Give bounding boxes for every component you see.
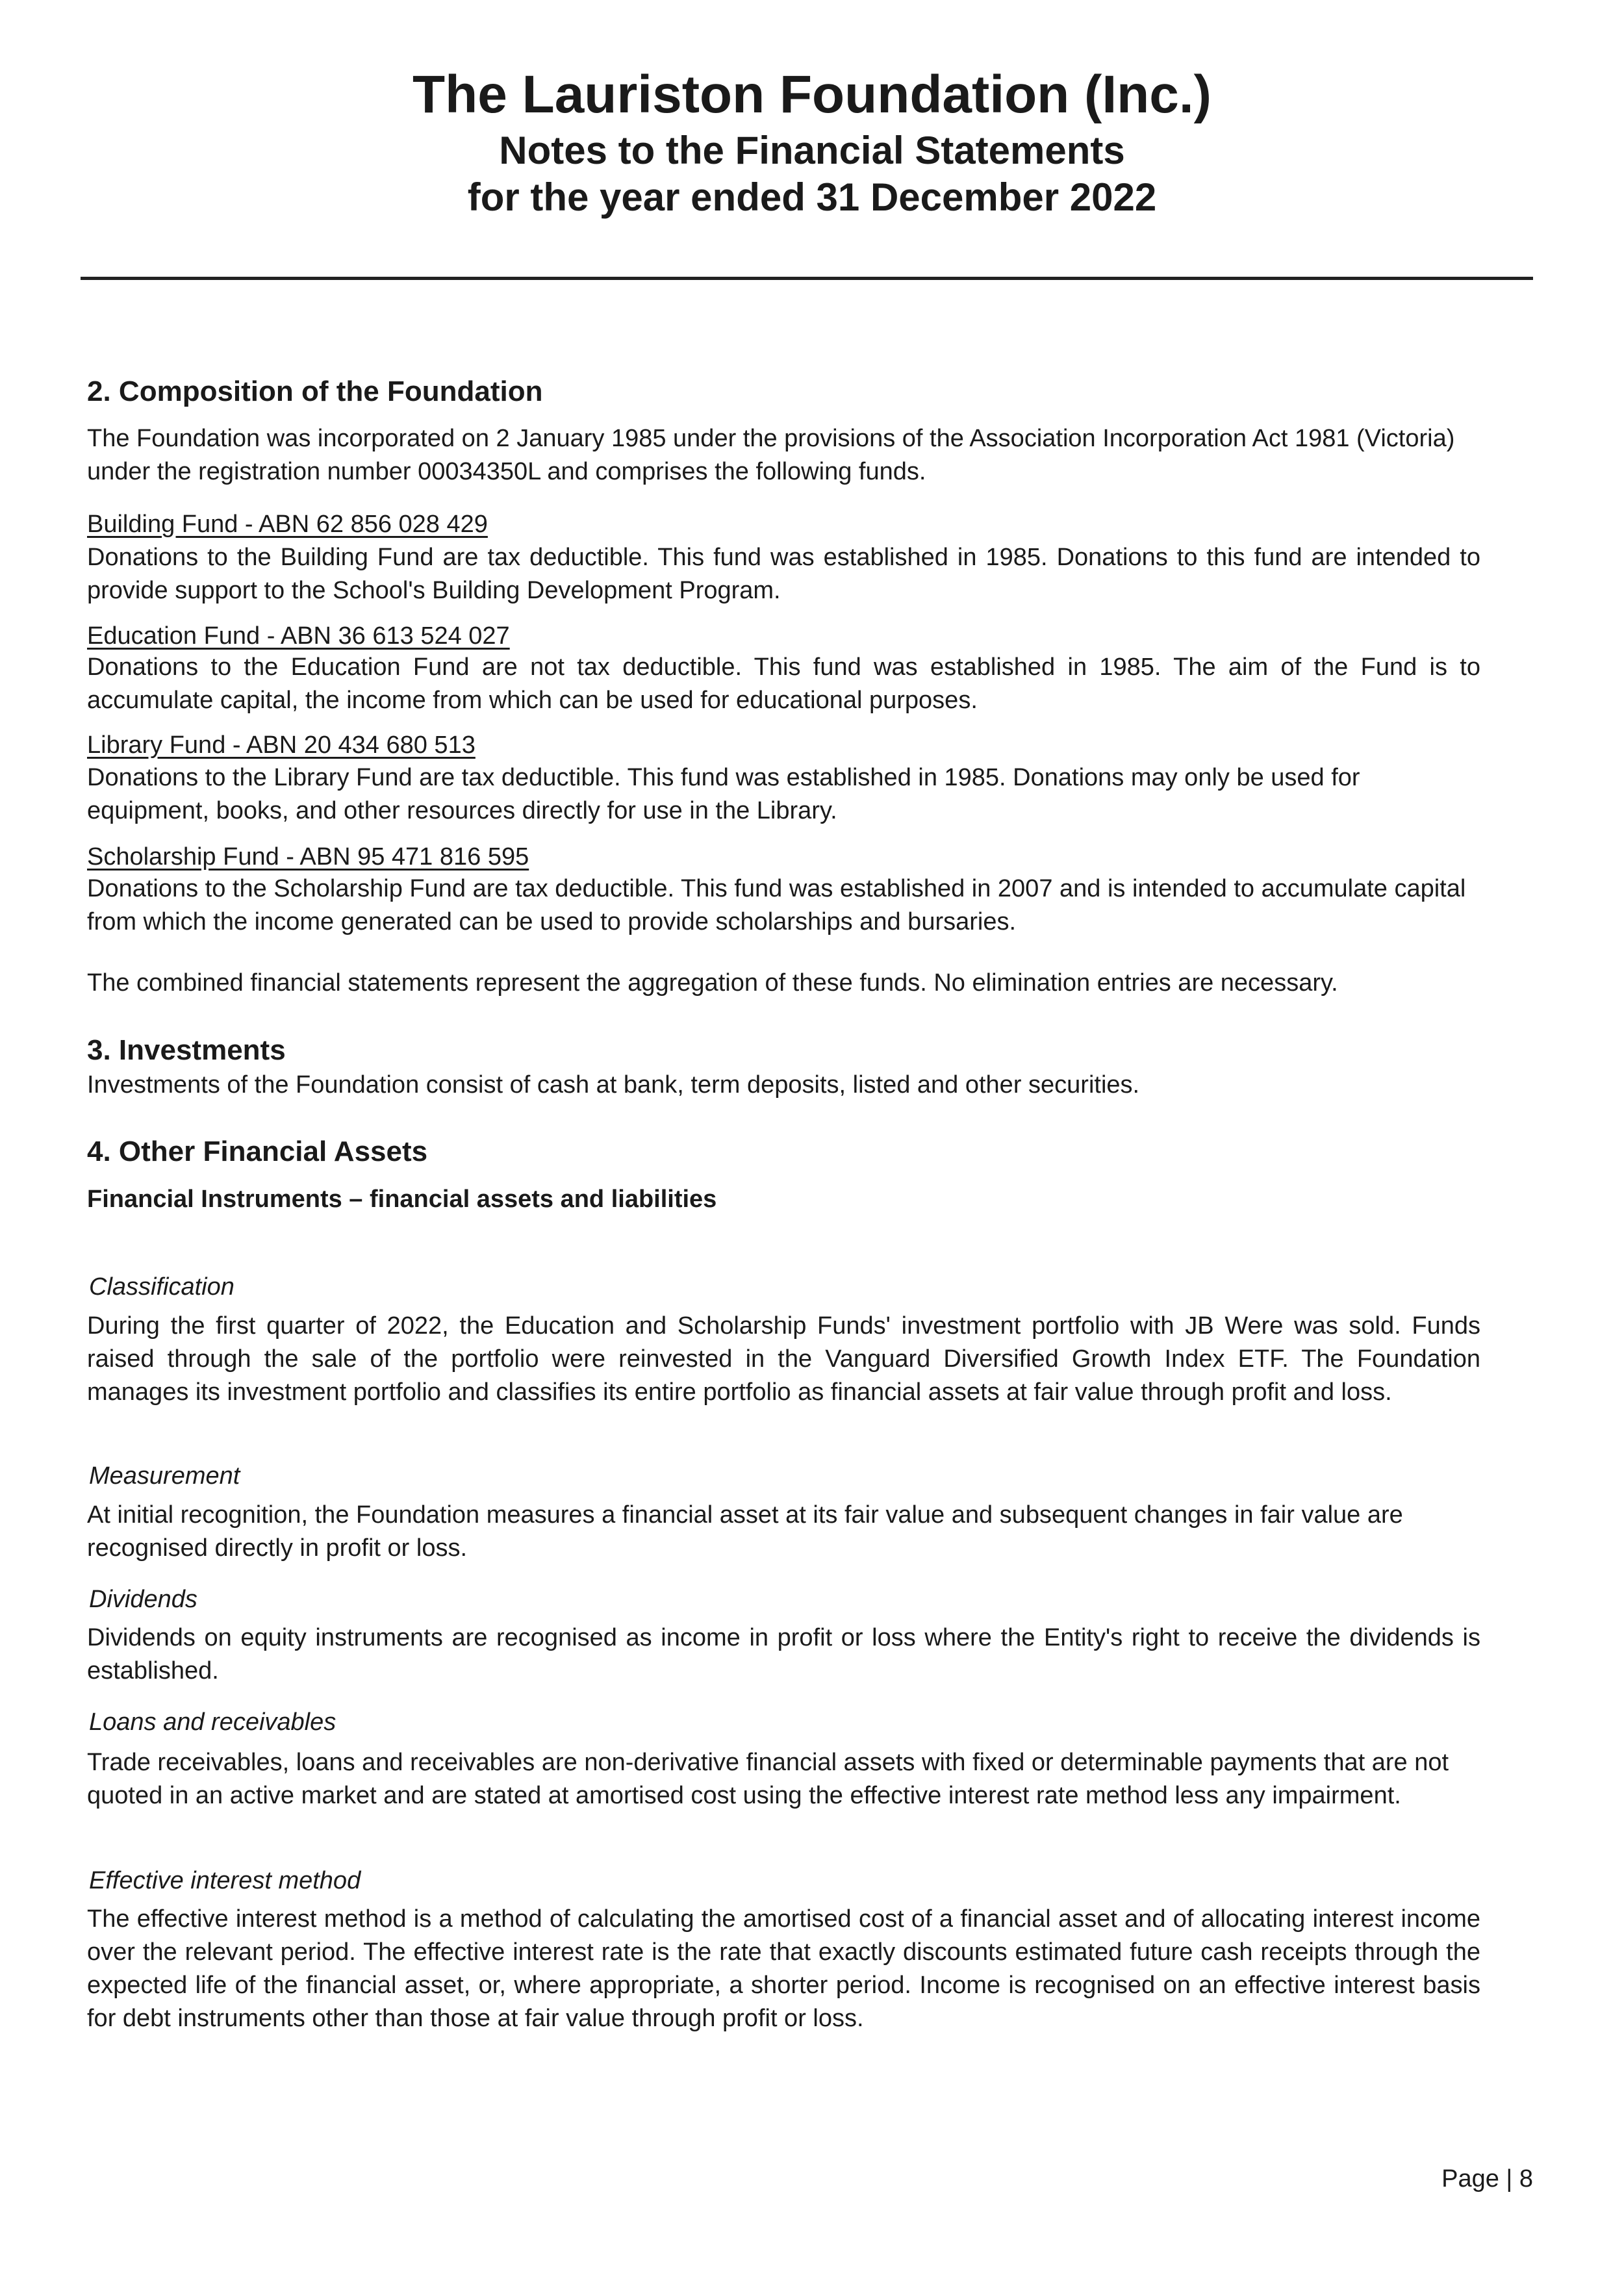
loans-receivables-text: Trade receivables, loans and receivables are non-derivative financial assets with fixed or determinable payments that are not quoted in an active market and are stated at amortised cost using the effective interest rate method less any impairment.	[87, 1749, 1449, 1809]
measurement-heading: Measurement	[89, 1462, 240, 1490]
education-fund-heading: Education Fund - ABN 36 613 524 027	[87, 622, 510, 650]
section-2-intro: The Foundation was incorporated on 2 January 1985 under the provisions of the Association Incorporation Act 1981 (Victoria) under the registration number 00034350L and comprises the following funds.	[87, 425, 1455, 485]
document-title: The Lauriston Foundation (Inc.)	[412, 65, 1212, 124]
page-number: Page | 8	[1441, 2165, 1533, 2193]
loans-receivables-heading: Loans and receivables	[89, 1709, 336, 1736]
classification-heading: Classification	[89, 1273, 235, 1301]
financial-instruments-subheading: Financial Instruments – financial assets and liabilities	[87, 1186, 717, 1213]
measurement-text: At initial recognition, the Foundation measures a financial asset at its fair value and subsequent changes in fair value are recognised directly in profit or loss.	[87, 1501, 1403, 1562]
section-3-heading: 3. Investments	[87, 1034, 286, 1066]
scholarship-fund-heading: Scholarship Fund - ABN 95 471 816 595	[87, 843, 529, 871]
building-fund-heading: Building Fund - ABN 62 856 028 429	[87, 511, 488, 538]
education-fund-text: Donations to the Education Fund are not tax deductible. This fund was established in 1985. The aim of the Fund is to accumulate capital, the income from which can be used for educational purposes.	[87, 654, 1480, 714]
classification-text: During the first quarter of 2022, the Education and Scholarship Funds' investment portfolio with JB Were was sold. Funds raised through the sale of the portfolio were reinvested in the Vanguard Diversified Growth Index ETF. The Foundation manages its investment portfolio and classifies its entire portfolio as financial assets at fair value through profit and loss.	[87, 1312, 1480, 1406]
library-fund-text: Donations to the Library Fund are tax deductible. This fund was established in 1985. Donations may only be used for equipment, books, and other resources directly for use in the Library.	[87, 764, 1360, 824]
section-3-text: Investments of the Foundation consist of cash at bank, term deposits, listed and other securities.	[87, 1071, 1140, 1099]
scholarship-fund-text: Donations to the Scholarship Fund are tax deductible. This fund was established in 2007 and is intended to accumulate capital from which the income generated can be used to provide scholarships and bursaries.	[87, 875, 1466, 935]
library-fund-heading: Library Fund - ABN 20 434 680 513	[87, 731, 476, 759]
section-2-heading: 2. Composition of the Foundation	[87, 375, 543, 407]
dividends-text: Dividends on equity instruments are recognised as income in profit or loss where the Entity's right to receive the dividends is established.	[87, 1624, 1480, 1684]
section-4-heading: 4. Other Financial Assets	[87, 1136, 428, 1167]
effective-interest-heading: Effective interest method	[89, 1867, 361, 1894]
header-divider	[81, 277, 1533, 280]
effective-interest-text: The effective interest method is a method of calculating the amortised cost of a financial asset and of allocating interest income over the relevant period. The effective interest rate is the rate that exactly discounts estimated future cash receipts through the expected life of the financial asset, or, where appropriate, a shorter period. Income is recognised on an effective interest basis for debt instruments other than those at fair value through profit or loss.	[87, 1905, 1480, 2032]
document-subtitle: Notes to the Financial Statements	[499, 129, 1125, 172]
dividends-heading: Dividends	[89, 1586, 197, 1613]
building-fund-text: Donations to the Building Fund are tax deductible. This fund was established in 1985. Donations to this fund are intended to provide support to the School's Building Development Program.	[87, 544, 1480, 604]
combined-statement-note: The combined financial statements represent the aggregation of these funds. No elimination entries are necessary.	[87, 969, 1338, 997]
document-period: for the year ended 31 December 2022	[467, 175, 1157, 219]
